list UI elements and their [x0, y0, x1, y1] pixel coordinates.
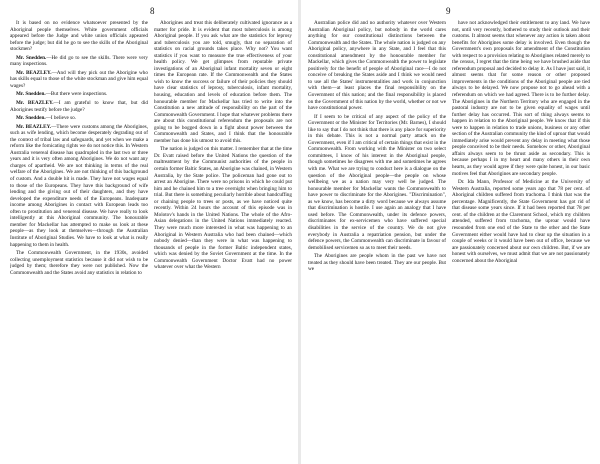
paragraph-text: —There were customs among the Aborigines, such as wife lending, which become desperately degrading out of the context of tribal law and safeguards, and yet when we make a reform like the fornicating rights we do not notice this. In Western Australia venereal disease has quadrupled in the last two or three years and it is very often among Aborigines. We do not want any charges of apartheid. We are not thinking in terms of the real welfare of the Aborigines. We are not thinking of this background of custom. And a double hit is made. They have not wages equal to those of the Europeans. They have this background of wife lending and the giving out of their daughters, and they have developed the expenditure needs of the Europeans. Inadequate income among Aborigines in contact with European leads too often to prostitution and venereal disease. We have really to look intelligently at this Aboriginal community. The honourable member for Mackellar has attempted to make us look at these people—as they look at themselves—through the Australian Institute of Aboriginal Studies. We have to look at what is really happening to them in health.	[10, 123, 148, 248]
paragraph-text: —And will they pick out the Aborigine who has skills equal to those of the white stockman and give him equal wages?	[10, 69, 148, 89]
paragraph-text: Australian police did and no authority whatever over Western Australian Aboriginal policy, but nobody in the world cares anything for our constitutional distinctions between the Commonwealth and the States. The whole nation is judged on any Aboriginal policy, anywhere in any State, and I feel that this constitutional amendment by the honourable member for Mackellar, which gives the Commonwealth the power to legislate positively for the benefit of people of Aboriginal race—I do not conceive of breaking the States aside and I think we would need to use all the States' instrumentalities and work in conjunction with them—at least places the final responsibility on the Government of this nation; and the final responsibility is placed on the Government of this nation by the world, whether or not we have constitutional power.	[308, 20, 446, 112]
paragraph-text: The nation is judged on this matter. I remember that at the time Dr. Evatt raised before the United Nations the question of the maltreatment by the Communist authorities of the people in certain former Baltic States, an Aborigine was chained, in Western Australia, by the State police. The policeman had gone out to arrest an Aborigine. There were no prisons in which he could put him and he chained him to a tree overnight when bringing him to trial. But there is something peculiarly horrible about handcuffing or chaining people to trees or posts, as we have noticed quite recently. Within 24 hours the account of this episode was in Molotov's hands in the United Nations. The whole of the Afro-Asian delegations in the United Nations immediately reacted. They were much more interested in what was happening to an Aboriginal in Western Australia who had been chained—which nobody denied—than they were in what was happening to thousands of people in the former Baltic independent states, which was denied by the Soviet Government at the time. In the Commonwealth Government Doctor Evatt had no power whatever over what the Western	[154, 146, 292, 271]
paragraph-text: If I seem to be critical of any aspect of the policy of the Government or the Minister for Territories (Mr. Barnes), I should like to say that I do not think that there is any place for superiority in this debate. This is not a normal party attack on the Government, even if I am critical of certain things that exist in the Commonwealth. From working with the Minister on two select committees, I know of his interest in the Aboriginal people, though sometimes he disagrees with me and sometimes he agrees with me. What we are trying to conduct here is a dialogue on the question of the Aboriginal people—the people on whose wellbeing we as a nation may very well be judged. The honourable member for Mackellar wants the Commonwealth to have power to discriminate for the Aborigines. "Discrimination", as we know, has become a dirty word because we always assume that discrimination is hostile. I use again an analogy that I have used before. The Commonwealth, under its defence powers, discriminates for ex-servicemen who have suffered special disabilities in the service of the country. We do not give everybody in Australia a repatriation pension, but under the defence powers, the Commonwealth can discriminate in favour of demobilised servicemen so as to meet their needs.	[308, 113, 446, 251]
right-page-column-2	[452, 20, 590, 460]
paragraph-text: have not acknowledged their entitlement to any land. We have not, until very recently, bothered to study their outlook and their customs. It almost seems that whenever any action is taken about benefits for Aborigines some delay is involved. Even though the Government's own proposals for amendment of the Constitution with respect to a provision relating to Aborigines related merely to the census, I regret that the time being we have brushed aside that referendum proposal and decided to delay it. As I have just said, it almost seems that for some reason or other proposed improvements in the conditions of the Aboriginal people are tied always to be delayed. We now propose not to go ahead with a referendum on which we had agreed. There is to be further delay. The Aborigines in the Northern Territory who are engaged in the pastoral industry are not to be given equality of wages until further delay has occurred. This sort of thing always seems to happen in relation to the Aboriginal people. We know that if this were to happen in relation to trade unions, business or any other section of the Australian community the kind of uproar that would immediately arise would prevent any delay in meeting what those people conceived to be their needs. Somehow or other, Aboriginal affairs always seem to be thrust aside as secondary. This is because perhaps I in my heart and many others in their own hearts, as they would agree if they were quite honest, in our basic motives feel that Aborigines are secondary people.	[452, 20, 590, 177]
paragraph	[10, 124, 148, 248]
paragraph	[10, 115, 148, 122]
paragraph	[10, 100, 148, 113]
speaker-name: Mr. BEAZLEY.	[16, 100, 54, 107]
speaker-name: Mr. Snedden.	[16, 54, 47, 61]
speaker-name: Mr. Snedden.	[16, 115, 46, 122]
paragraph-text: The Commonwealth Government, in the 1930s, avoided collecting unemployment statistics because it did not wish to be judged by them; therefore they were not published. Now the Commonwealth and the States avoid any statistics in relation to	[10, 250, 148, 276]
paragraph	[154, 20, 292, 144]
right-page-column-1	[308, 20, 446, 460]
paragraph-text: —I believe so.	[45, 115, 77, 122]
paragraph	[452, 20, 590, 177]
paragraph-text: —He did go to see the skills. There were very many inspections.	[10, 54, 148, 68]
paragraph-text: —I am grateful to know that, but did Aborigines testify before the judge?	[10, 100, 148, 113]
paragraph-text: Aborigines and treat this deliberately cultivated ignorance as a matter for pride. It is evident that most tuberculosis is among Aboriginal people. If you ask what are the statistics for leprosy and tuberculosis you are told, smugly, that no separation of statistics on racial grounds takes place. Why not? You want statistics if you want to measure the true effectiveness of your health policy. We get glimpses from reputable private investigations of an Aboriginal infant mortality seven or eight times the European rate. If the Commonwealth and the States wish to know the success or failure of their policies they should have clear statistics of leprosy, tuberculosis, infant mortality, housing, education and levels of education before them. The honourable member for Mackellar has tried to write into the Constitution a new attitude of responsibility on the part of the Commonwealth Government. I hope that whatever problems there are about this constitutional referendum the proposals are not going to be bogged down in a fight about power between the Commonwealth and States, and I think that the honourable member has done his utmost to avoid this.	[154, 20, 292, 144]
left-page-column-2	[154, 20, 292, 460]
paragraph	[308, 114, 446, 251]
page-gutter	[298, 0, 301, 464]
paragraph	[10, 250, 148, 276]
paragraph	[10, 91, 148, 98]
page-number-right: 9	[446, 6, 451, 16]
paragraph-text: —But there were inspections.	[45, 91, 108, 98]
paragraph	[154, 146, 292, 270]
paragraph	[308, 20, 446, 112]
paragraph	[452, 179, 590, 264]
paragraph-text: The Aborigines are people whom in the past we have not treated as they should have been treated. They are our people. But we	[308, 253, 446, 273]
paragraph	[308, 253, 446, 273]
paragraph	[10, 55, 148, 68]
paragraph-text: It is based on no evidence whatsoever presented by the Aboriginal people themselves. White government officials appeared before the Judge and white union officials appeared before the judge; but did he go to see the skills of the Aboriginal stockmen?	[10, 20, 148, 53]
left-page-column-1	[10, 20, 148, 460]
paragraph	[10, 70, 148, 90]
paragraph-text: Dr. Ida Mann, Professor of Medicine at the University of Western Australia, reported some years ago that 78 per cent. of Aboriginal children suffered from trachoma. I think that was the percentage. Magnificently, the State Government has got rid of that disease some years since. If it had been reported that 78 per cent. of the children at the Claremont School, which my children attended, suffered from trachoma, the uproar would have resounded from one end of the State to the other and the State Government either would have had to clear up the situation in a couple of weeks or it would have been out of office, because we are passionately concerned about our own children. But, if we are honest with ourselves, we must admit that we are not passionately concerned about the Aboriginal	[452, 179, 590, 264]
speaker-name: Mr. Snedden.	[16, 91, 46, 98]
page-number-left: 8	[150, 6, 155, 16]
paragraph	[10, 20, 148, 53]
speaker-name: Mr. BEAZLEY.	[16, 123, 52, 130]
speaker-name: Mr. BEAZLEY.	[16, 69, 52, 76]
